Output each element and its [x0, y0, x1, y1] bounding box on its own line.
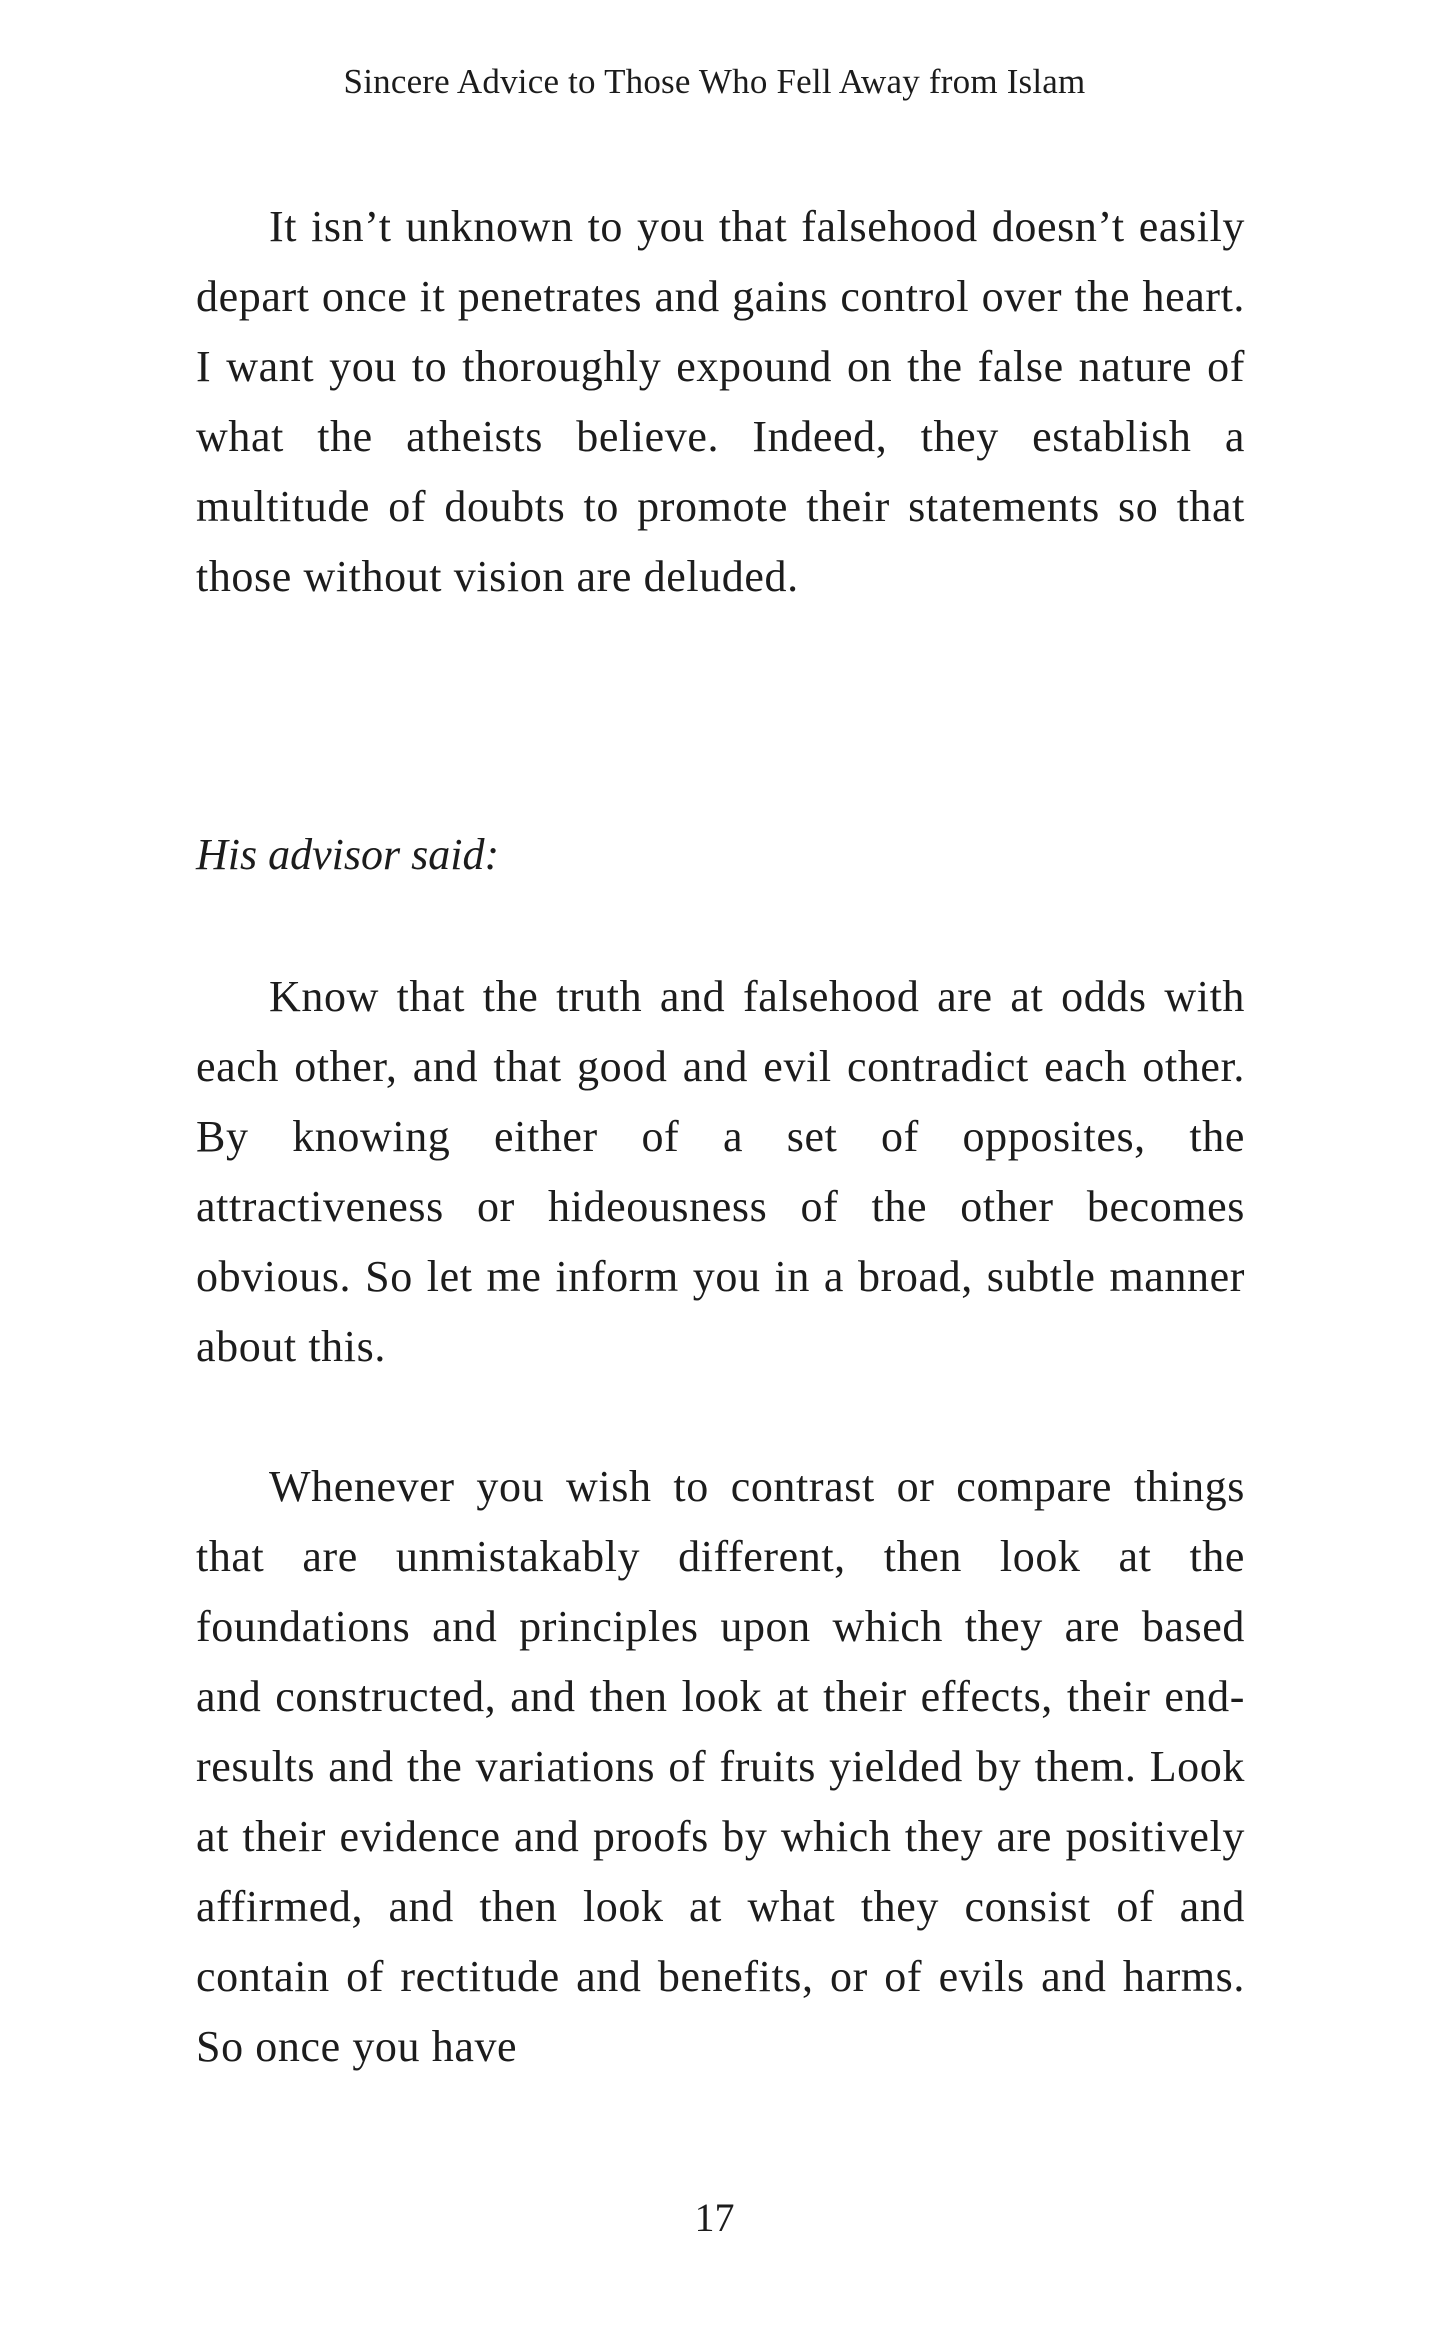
- body-paragraph-2: Know that the truth and falsehood are at odds with each other, and that good and evil contradict each other. By knowing either of a set of opposites, the attractiveness or hideousness of the other becomes obvious. So let me inform you in a broad, subtle manner about this.: [196, 972, 1245, 1371]
- body-paragraph-3: Whenever you wish to contrast or compare things that are unmistakably different, then look at the foundations and principles upon which they are based and constructed, and then look at their effects, their end-results and the variations of fruits yielded by them. Look at their evidence and proofs by which they are positively affirmed, and then look at what they consist of and contain of rectitude and benefits, or of evils and harms. So once you have: [196, 1462, 1245, 2071]
- running-header: Sincere Advice to Those Who Fell Away from Islam: [343, 62, 1086, 101]
- body-paragraph-1: It isn’t unknown to you that falsehood doesn’t easily depart once it penetrates and gains control over the heart. I want you to thoroughly expound on the false nature of what the atheists believe. Indeed, they establish a multitude of doubts to promote their statements so that those without vision are deluded.: [196, 202, 1245, 601]
- page-number: 17: [694, 2195, 735, 2240]
- speaker-label: His advisor said:: [196, 830, 500, 879]
